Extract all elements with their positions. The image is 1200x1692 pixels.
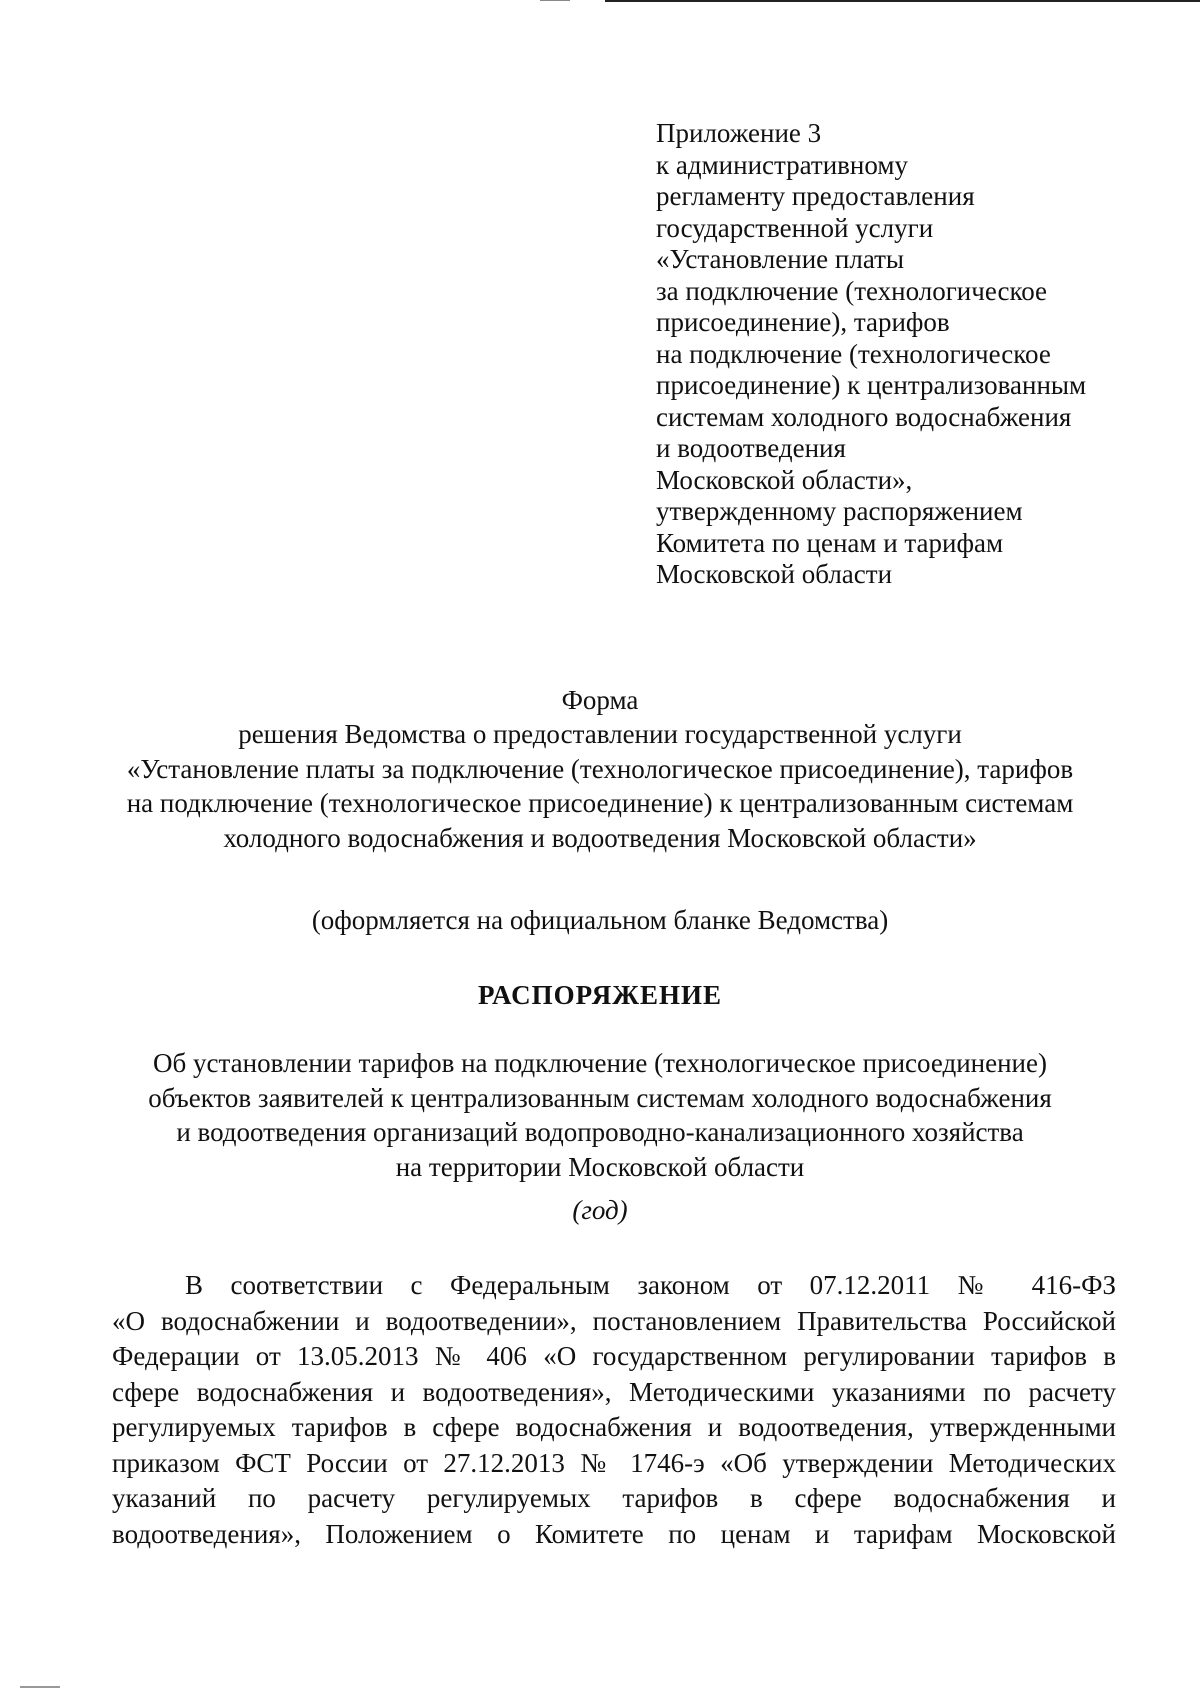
form-subtitle-line: холодного водоснабжения и водоотведения Московской области» — [223, 822, 977, 853]
appendix-line: регламенту предоставления — [656, 181, 975, 211]
appendix-line: присоединение) к централизованным — [656, 370, 1087, 400]
order-title-line: и водоотведения организаций водопроводно-канализационного хозяйства — [176, 1117, 1024, 1147]
appendix-line: «Установление платы — [656, 244, 905, 274]
order-title-line: на территории Московской области — [395, 1151, 805, 1182]
order-heading: РАСПОРЯЖЕНИЕ — [477, 980, 723, 1010]
order-title-line: Об установлении тарифов на подключение (технологическое присоединение) — [153, 1048, 1047, 1078]
body-line: В соответствии с Федеральным законом от 07.12.2011 № 416-ФЗ — [185, 1270, 1116, 1300]
order-title-line: объектов заявителей к централизованным системам холодного водоснабжения — [148, 1082, 1052, 1113]
body-line: регулируемых тарифов в сфере водоснабжения и водоотведения, утвержденными — [112, 1412, 1116, 1442]
scan-artifact-bottom-mark — [20, 1686, 60, 1688]
appendix-line: Московской области», — [656, 464, 913, 495]
body-line: указаний по расчету регулируемых тарифов в сфере водоснабжения и — [112, 1483, 1116, 1513]
appendix-line: на подключение (технологическое — [656, 338, 1051, 369]
appendix-line: утвержденному распоряжением — [656, 496, 1023, 526]
appendix-line: к административному — [656, 149, 908, 180]
body-line: водоотведения», Положением о Комитете по ценам и тарифам Московской — [112, 1518, 1116, 1549]
appendix-line: государственной услуги — [656, 212, 934, 243]
appendix-line: за подключение (технологическое — [656, 275, 1048, 306]
official-blank-note: (оформляется на официальном бланке Ведомства) — [311, 905, 889, 935]
appendix-line: присоединение), тарифов — [656, 307, 950, 337]
appendix-line: системам холодного водоснабжения — [656, 401, 1072, 432]
appendix-line: Московской области — [656, 559, 893, 589]
form-subtitle-line: решения Ведомства о предоставлении государственной услуги — [238, 719, 962, 749]
appendix-line: Комитета по ценам и тарифам — [656, 527, 1004, 558]
form-subtitle — [0, 717, 1200, 855]
body-line: сфере водоснабжения и водоотведения», Методическими указаниями по расчету — [112, 1376, 1116, 1407]
scan-artifact-top-mark — [540, 0, 570, 1]
form-subtitle-line: «Установление платы за подключение (технологическое присоединение), тарифов — [126, 753, 1074, 784]
form-title: Форма — [561, 685, 639, 715]
body-line: приказом ФСТ России от 27.12.2013 № 1746-э «Об утверждении Методических — [112, 1447, 1116, 1478]
body-line: Федерации от 13.05.2013 № 406 «О государственном регулировании тарифов в — [112, 1341, 1116, 1371]
appendix-line: и водоотведения — [656, 433, 846, 463]
body-line: «О водоснабжении и водоотведении», постановлением Правительства Российской — [112, 1305, 1116, 1336]
body-paragraph — [112, 1268, 1116, 1552]
order-title — [0, 1046, 1200, 1184]
year-placeholder: (год) — [572, 1195, 628, 1225]
appendix-block — [656, 118, 1176, 591]
appendix-line: Приложение 3 — [656, 118, 822, 148]
scan-artifact-top-line — [605, 0, 1200, 2]
form-subtitle-line: на подключение (технологическое присоединение) к централизованным системам — [126, 788, 1074, 818]
